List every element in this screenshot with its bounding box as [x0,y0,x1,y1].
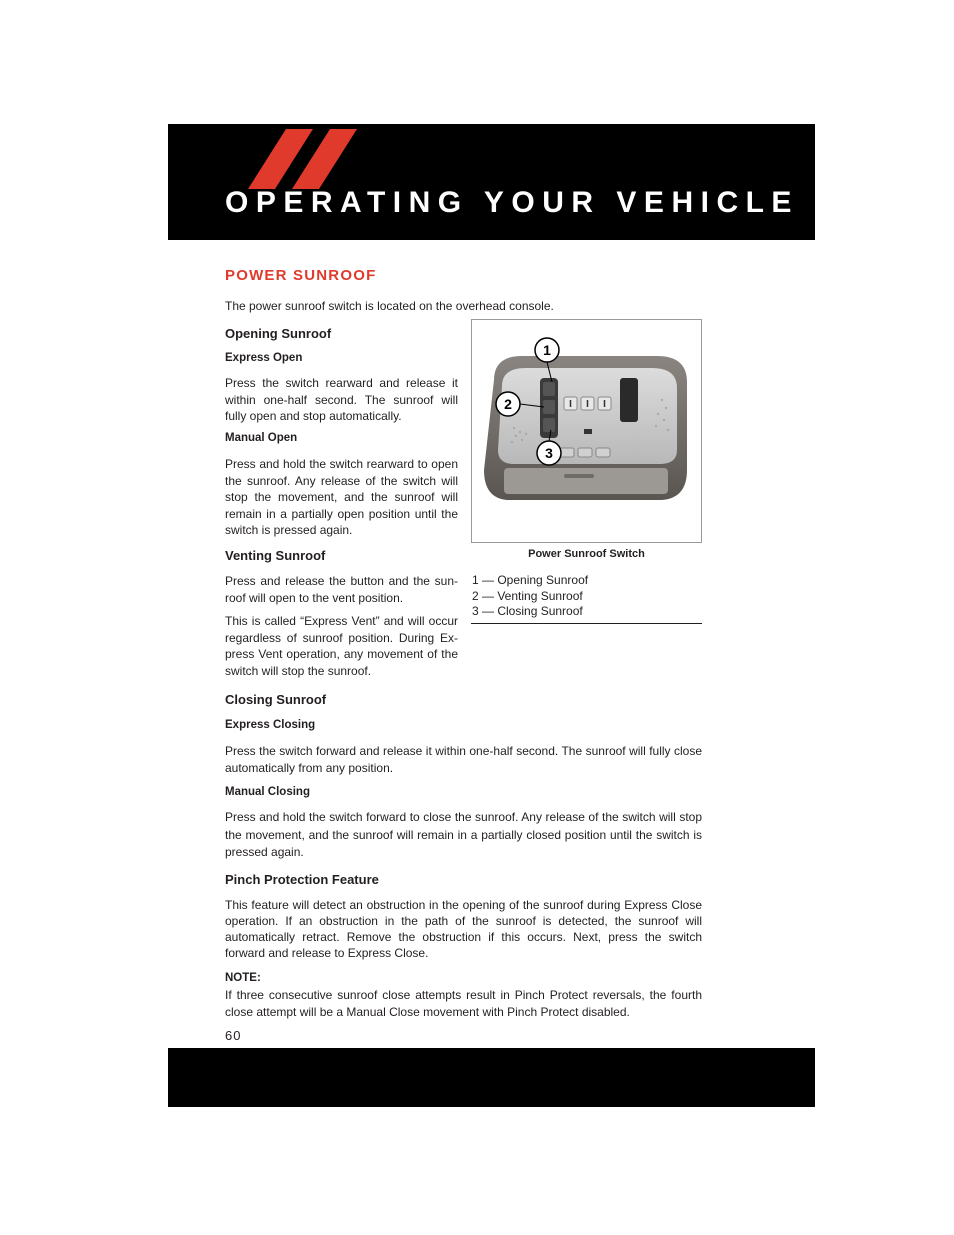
callout-3-label: 3 [545,445,553,461]
overhead-console-illustration [472,320,701,542]
callout-1-label: 1 [543,342,551,358]
callout-2-label: 2 [504,396,512,412]
closing-heading: Closing Sunroof [225,692,327,707]
figure-legend [472,573,702,620]
note-text: If three consecutive sunroof close attempts result in Pinch Protect reversals, the fourth close attempt will be a Manual Close movement with Pinch Protect disabled. [225,988,702,1019]
racing-stripes-logo [248,129,358,189]
venting-heading: Venting Sunroof [225,548,326,563]
express-open-heading: Express Open [225,352,303,364]
venting-text-1: Press and release the button and the sun-roof will open to the vent position. [225,574,458,605]
section-intro: The power sunroof switch is located on the overhead console. [225,299,554,313]
manual-open-heading: Manual Open [225,432,298,444]
chapter-title: OPERATING YOUR VEHICLE [225,186,799,219]
chapter-header-band [168,124,815,240]
manual-closing-text: Press and hold the switch forward to close the sunroof. Any release of the switch will stop the movement, and the sunroof will remain in a partially closed position until the switch is pressed again. [225,810,702,859]
section-title: POWER SUNROOF [225,267,377,284]
footer-band [168,1048,815,1107]
pinch-text: This feature will detect an obstruction in the opening of the sunroof during Express Close operation. If an obstruction in the path of the sunroof is detected, the sunroof will automatically retract. Remove the obstruction if this occurs. Next, press the switch forward and release to Express Close. [225,898,702,960]
legend-item: 2 — Venting Sunroof [472,588,583,603]
venting-text-2: This is called “Express Vent” and will occur regardless of sunroof position. During Ex-press Vent operation, any movement of the switch will stop the sunroof. [225,614,458,678]
pinch-heading: Pinch Protection Feature [225,872,379,887]
page-number: 60 [225,1028,242,1043]
express-closing-heading: Express Closing [225,719,316,731]
manual-open-text: Press and hold the switch rearward to open the sunroof. Any release of the switch will stop the movement, and the sunroof will remain in a partially open position until the switch is pressed again. [225,457,458,537]
express-closing-text: Press the switch forward and release it within one-half second. The sunroof will fully close automatically from any position. [225,744,702,775]
opening-heading: Opening Sunroof [225,326,332,341]
sunroof-switch-figure [471,319,702,543]
manual-closing-heading: Manual Closing [225,786,310,798]
note-label: NOTE: [225,972,261,984]
figure-caption: Power Sunroof Switch [528,548,645,560]
legend-item: 1 — Opening Sunroof [472,573,589,587]
legend-item: 3 — Closing Sunroof [472,604,583,618]
legend-divider [471,623,702,624]
express-open-text: Press the switch rearward and release it within one-half second. The sunroof will fully open and stop automatically. [225,376,458,423]
